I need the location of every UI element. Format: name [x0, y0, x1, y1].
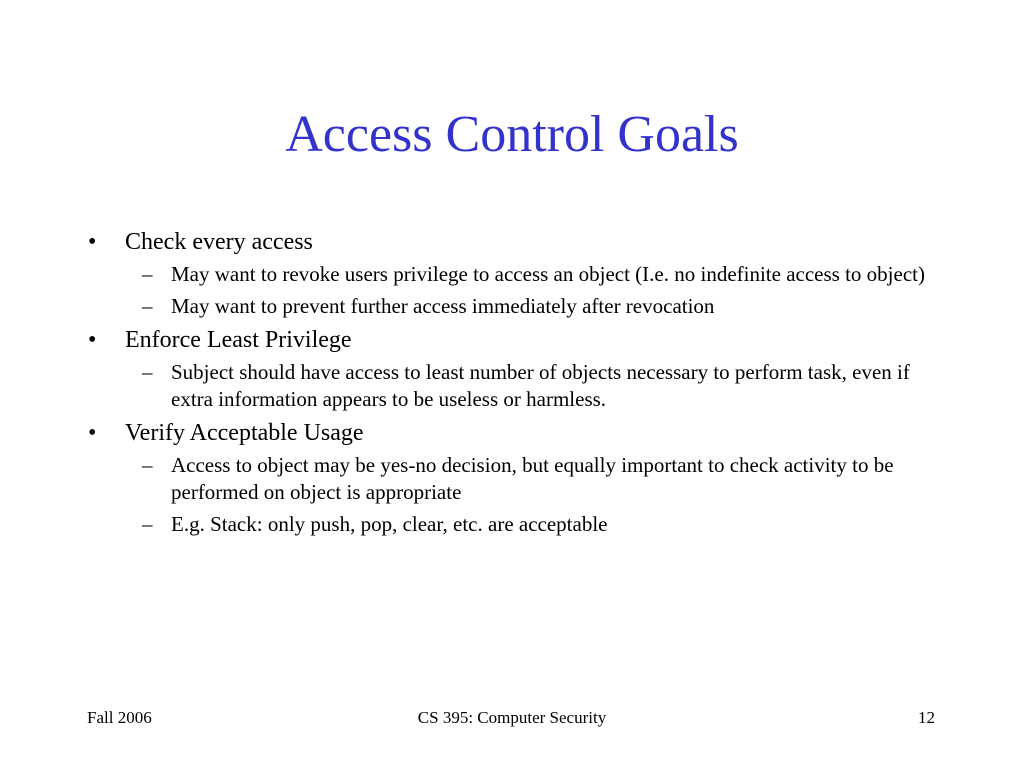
footer-course: CS 395: Computer Security [417, 708, 607, 727]
sub-bullet-marker: – [142, 262, 153, 286]
sub-bullet-text: May want to revoke users privilege to access an object (I.e. no indefinite access to object) [171, 262, 925, 286]
slide-number: 12 [918, 708, 935, 727]
bullet-text: Verify Acceptable Usage [125, 420, 364, 446]
sub-bullet-text: E.g. Stack: only push, pop, clear, etc. are acceptable [171, 512, 608, 536]
slide-content [88, 227, 948, 543]
bullet-marker: • [88, 229, 97, 255]
footer-term: Fall 2006 [87, 708, 152, 727]
sub-bullet-marker: – [142, 512, 153, 536]
sub-bullet-text: Subject should have access to least number of objects necessary to perform task, even if extra information appears to be useless or harmless. [171, 360, 910, 411]
bullet-item [88, 325, 948, 355]
sub-bullet-item [142, 293, 948, 320]
sub-bullet-item [142, 359, 948, 413]
bullet-text: Check every access [125, 229, 313, 255]
sub-bullet-text: May want to prevent further access immediately after revocation [171, 294, 715, 318]
bullet-item [88, 418, 948, 448]
sub-bullet-marker: – [142, 294, 153, 318]
sub-bullet-marker: – [142, 360, 153, 384]
bullet-marker: • [88, 420, 97, 446]
sub-bullet-item [142, 452, 948, 506]
slide-title: Access Control Goals [285, 106, 739, 163]
sub-bullet-item [142, 261, 948, 288]
sub-bullet-marker: – [142, 453, 153, 477]
bullet-text: Enforce Least Privilege [125, 327, 352, 353]
sub-bullet-text: Access to object may be yes-no decision, but equally important to check activity to be performed on object is appropriate [171, 453, 894, 504]
bullet-item [88, 227, 948, 257]
bullet-marker: • [88, 327, 97, 353]
sub-bullet-item [142, 511, 948, 538]
